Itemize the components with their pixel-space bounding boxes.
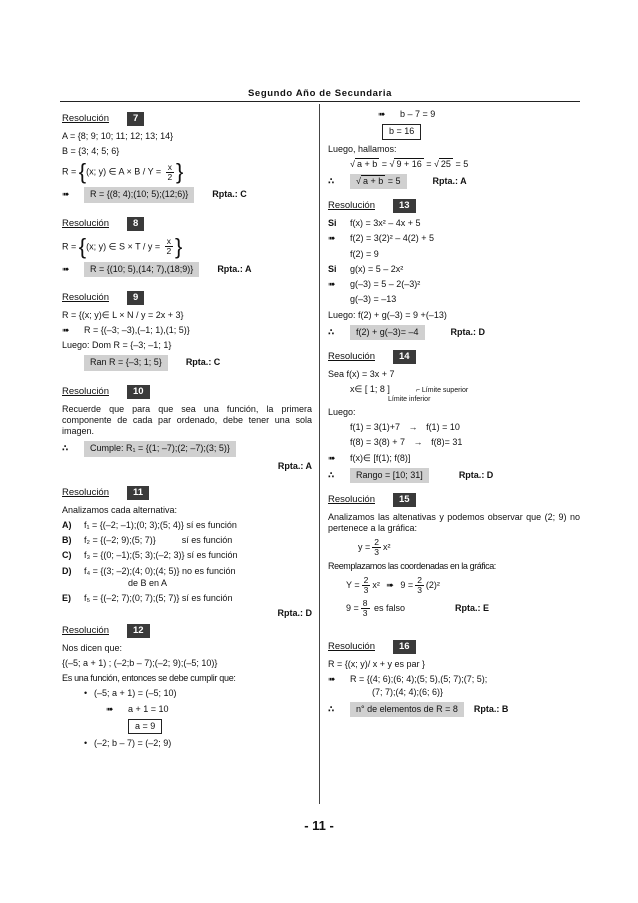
right-column (328, 109, 580, 721)
text-line: Reemplazamos las coordenadas en la gráfica: (328, 561, 496, 572)
range-result: ∴ Rango = [10; 31] Rpta.: D (328, 468, 580, 483)
relation-result: ➠ R = {(8; 4);(10; 5);(12;6)} Rpta.: C (62, 187, 312, 202)
substitution: Y = $\frac{2}{3}$ x² ➠ 9 = $\frac{2}{3}$ (2)² (346, 575, 440, 596)
text-line: ➠ R = {(–3; –3),(–1; 1),(1; 5)} (62, 324, 190, 335)
lower-limit-note: Límite inferior (388, 396, 431, 403)
bullet-2: • (–2; b – 7) = (–2; 9) (84, 738, 172, 748)
text-line: Luego: Dom R = {–3; –1; 1} (62, 340, 172, 351)
paragraph: Recuerde que para que sea una función, la primera componente de cada par ordenado, debe tener una sola imagen. (62, 403, 312, 436)
text-line: Nos dicen que: (62, 642, 123, 653)
sum-result: ∴ f(2) + g(–3)= –4 Rpta.: D (328, 325, 580, 340)
function-eq: y = $\frac{2}{3}$ x² (358, 537, 391, 558)
resolution-16-heading: Resolución 16 (328, 640, 580, 654)
resolution-15-heading: Resolución 15 (328, 493, 580, 507)
text-line: f(2) = 9 (350, 248, 379, 259)
text-line: Es una función, entonces se debe cumplir que: (62, 673, 236, 683)
resolution-7-heading: Resolución 7 (62, 112, 312, 126)
count-result: ∴ n° de elementos de R = 8 Rpta.: B (328, 702, 580, 717)
text-line: R = {(x; y)/ x + y es par } (328, 659, 426, 670)
option-d-cont: de B en A (128, 577, 168, 588)
set-b: B = {3; 4; 5; 6} (62, 146, 120, 157)
text-line: Si f(x) = 3x² – 4x + 5 (328, 218, 421, 229)
text-line: Luego: (328, 406, 356, 417)
text-line: g(–3) = –13 (350, 294, 397, 305)
option-c: C) f₃ = {(0; –1);(5; 3);(–2; 3)} sí es función (62, 550, 238, 561)
bullet-1: • (–5; a + 1) = (–5; 10) (84, 688, 177, 699)
header-rule (60, 101, 580, 102)
resolution-11-heading: Resolución 11 (62, 486, 312, 500)
text-line: Sea f(x) = 3x + 7 (328, 369, 395, 379)
text-line: ➠ R = {(4; 6);(6; 4);(5; 5),(5; 7);(7; 5); (328, 674, 488, 685)
sqrt-result: ∴ √ a + b = 5 Rpta.: A (328, 174, 580, 189)
resolution-12-heading: Resolución 12 (62, 624, 312, 638)
text-line: ➠ f(x)∈ [f(1); f(8)] (328, 452, 411, 463)
text-line: Si g(x) = 5 – 2x² (328, 263, 404, 274)
text-line: Analizamos cada alternativa: (62, 504, 178, 515)
function-result: ∴ Cumple: R₁ = {(1; –7);(2; –7);(3; 5)} (62, 441, 312, 456)
relation-result: ➠ R = {(10; 5),(14; 7),(18;9)} Rpta.: A (62, 262, 312, 277)
page-header: Segundo Año de Secundaria (248, 88, 392, 99)
domain: x∈ [ 1; 8 ] ⌐ Límite superior (350, 384, 469, 395)
text-line: Luego, hallamos: (328, 143, 397, 154)
resolution-13-heading: Resolución 13 (328, 199, 580, 213)
relation-def: R = {(x; y) ∈ S × T / y = $\frac{x}{2}$ } (62, 233, 183, 259)
range-result: Ran R = {–3; 1; 5} Rpta.: C (62, 355, 312, 370)
bullet-1-step: ➠ a + 1 = 10 (106, 703, 169, 714)
set-a: A = {8; 9; 10; 11; 12; 13; 14} (62, 130, 174, 141)
answer: Rpta.: A (277, 460, 312, 471)
option-d: D) f₄ = {(3; –2);(4; 0);(4; 5)} no es función (62, 565, 236, 576)
left-column (62, 112, 312, 753)
b-result: b = 16 (328, 124, 580, 139)
text-line: f(1) = 3(1)+7 → f(1) = 10 (350, 422, 460, 432)
relation-def: R = {(x; y) ∈ A × B / Y = $\frac{x}{2}$ } (62, 159, 184, 185)
option-b: B) f₂ = {(–2; 9);(5; 7)} sí es función (62, 535, 233, 546)
text-line: ➠ g(–3) = 5 – 2(–3)² (328, 279, 421, 290)
text-line: f(8) = 3(8) + 7 → f(8)= 31 (350, 437, 463, 448)
resolution-8-heading: Resolución 8 (62, 217, 312, 231)
text-line: {(–5; a + 1) ; (–2;b – 7);(–2; 9);(–5; 10)} (62, 657, 218, 668)
option-e: E) f₅ = {(–2; 7);(0; 7);(5; 7)} sí es función (62, 593, 233, 604)
text-line: ➠ f(2) = 3(2)² – 4(2) + 5 (328, 233, 435, 244)
conclusion: 9 = $\frac{8}{3}$ es falso Rpta.: E (346, 598, 490, 619)
text-line: R = {(x; y)∈ L × N / y = 2x + 3} (62, 309, 184, 320)
sqrt-eq: √ a + b = √ 9 + 16 = √ 25 = 5 (350, 158, 469, 169)
paragraph: Analizamos las altenativas y podemos observar que (2; 9) no pertenece a la gráfica: (328, 511, 580, 534)
resolution-9-heading: Resolución 9 (62, 291, 312, 305)
option-a: A) f₁ = {(–2; –1);(0; 3);(5; 4)} sí es función (62, 519, 237, 530)
bullet-1-result: a = 9 (62, 719, 312, 734)
answer: Rpta.: D (277, 608, 312, 619)
resolution-14-heading: Resolución 14 (328, 350, 580, 364)
text-line: ➠ b – 7 = 9 (378, 109, 436, 119)
resolution-10-heading: Resolución 10 (62, 385, 312, 399)
page-number: - 11 - (304, 818, 334, 833)
column-divider (319, 104, 320, 804)
text-line: (7; 7);(4; 4);(6; 6)} (372, 686, 444, 697)
text-line: Luego: f(2) + g(–3) = 9 +(–13) (328, 309, 447, 320)
